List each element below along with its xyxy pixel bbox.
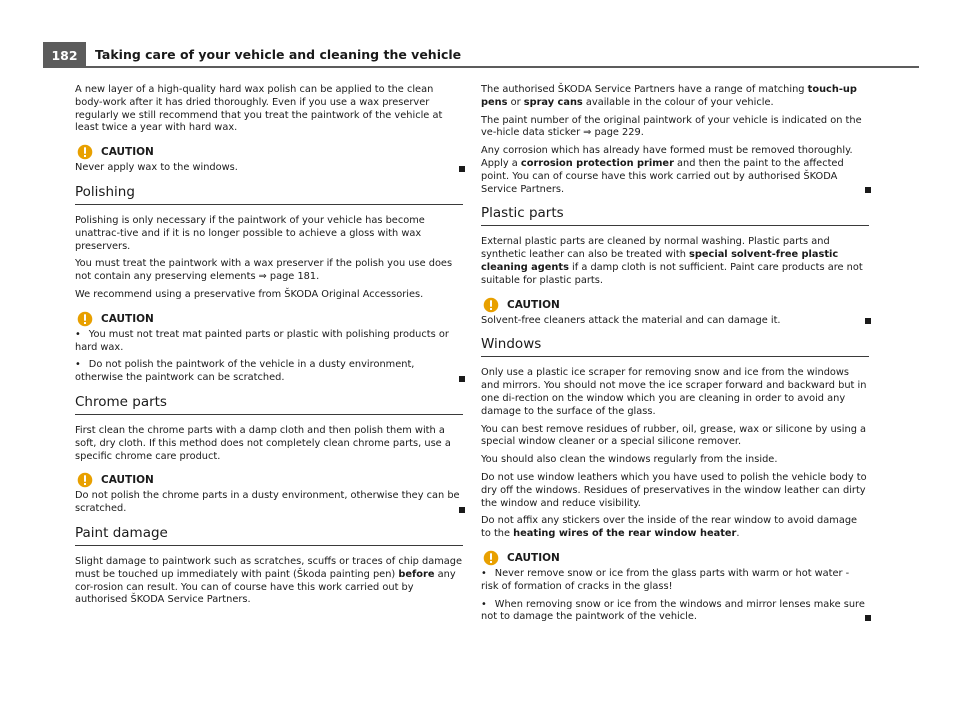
caution-bullet: • Never remove snow or ice from the glass parts with warm or hot water - risk of formation of cracks in the glass! (481, 567, 850, 592)
caution-icon (483, 550, 499, 566)
caution-icon (483, 297, 499, 313)
caution-icon (77, 472, 93, 488)
section-heading-polishing: Polishing (75, 184, 463, 205)
caution-label: CAUTION (507, 551, 560, 564)
section-heading-chrome-parts: Chrome parts (75, 394, 463, 415)
caution-label: CAUTION (507, 298, 560, 311)
caution-label: CAUTION (101, 146, 154, 159)
touchup-paragraph-2: The paint number of the original paintwork of your vehicle is indicated on the ve-hicle data sticker ⇒ page 229. (481, 114, 862, 139)
section-heading-plastic-parts: Plastic parts (481, 205, 869, 226)
caution-icon (77, 144, 93, 160)
section-heading-paint-damage: Paint damage (75, 525, 463, 546)
windows-paragraph-5: Do not affix any stickers over the inside of the rear window to avoid damage to the heating wires of the rear window heater. (481, 515, 858, 540)
caution-text: Do not polish the chrome parts in a dusty environment, otherwise they can be scratched. (75, 490, 463, 516)
caution-heading (481, 297, 869, 313)
page-number: 182 (43, 42, 86, 68)
windows-paragraph-4: Do not use window leathers which you have used to polish the vehicle body to dry off the windows. Residues of preservatives in the window leather can dirty the window and reduce visibility. (481, 471, 867, 509)
header-rule (86, 66, 919, 68)
wax-paragraph: A new layer of a high-quality hard wax polish can be applied to the clean body-work after it has dried thoroughly. Even if you use a wax preserver regularly we still recommend that you treat the paintwork of the vehicle at least twice a year with hard wax. (75, 84, 443, 134)
right-column (481, 84, 869, 629)
chrome-paragraph: First clean the chrome parts with a damp cloth and then polish them with a soft, dry cloth. If this method does not completely clean chrome parts, use a specific chrome care product. (75, 424, 451, 462)
caution-text: Never apply wax to the windows. (75, 162, 463, 175)
caution-text: Solvent-free cleaners attack the material and can damage it. (481, 315, 869, 328)
polishing-paragraph-1: Polishing is only necessary if the paintwork of your vehicle has become unattrac-tive and if it is no longer possible to achieve a gloss with wax preservers. (75, 214, 425, 252)
bullet-icon: • (75, 359, 81, 371)
polishing-paragraph-2: You must treat the paintwork with a wax preserver if the polish you use does not contain any preserving elements ⇒ page 181. (75, 258, 453, 283)
caution-bullet: • You must not treat mat painted parts or plastic with polishing products or hard wax. (75, 328, 449, 353)
bullet-icon: • (481, 598, 487, 610)
caution-heading (481, 550, 869, 566)
page-title: Taking care of your vehicle and cleaning the vehicle (95, 47, 462, 62)
bullet-icon: • (481, 567, 487, 579)
caution-label: CAUTION (101, 312, 154, 325)
bullet-icon: • (75, 328, 81, 340)
caution-heading (75, 472, 463, 488)
caution-bullet: • Do not polish the paintwork of the vehicle in a dusty environment, otherwise the paintwork can be scratched. (75, 359, 463, 385)
windows-paragraph-3: You should also clean the windows regularly from the inside. (481, 454, 778, 466)
polishing-paragraph-3: We recommend using a preservative from ŠKODA Original Accessories. (75, 288, 424, 300)
caution-heading (75, 144, 463, 160)
caution-heading (75, 311, 463, 327)
caution-label: CAUTION (101, 474, 154, 487)
section-heading-windows: Windows (481, 336, 869, 357)
windows-paragraph-2: You can best remove residues of rubber, oil, grease, wax or silicone by using a special window cleaner or a special silicone remover. (481, 423, 867, 448)
page-reference: ⇒ page 229. (583, 127, 644, 139)
page-reference: ⇒ page 181. (258, 271, 320, 283)
left-column (75, 84, 463, 612)
caution-bullet: • When removing snow or ice from the windows and mirror lenses make sure not to damage the paintwork of the vehicle. (481, 599, 869, 625)
page-header (0, 0, 960, 70)
caution-icon (77, 311, 93, 327)
touchup-paragraph-1: The authorised ŠKODA Service Partners have a range of matching touch-up pens or spray cans available in the colour of your vehicle. (481, 84, 857, 108)
touchup-paragraph-3: Any corrosion which has already have formed must be removed thoroughly. Apply a corrosion protection primer and then the paint to the affected point. You can of course have this work carried out by authorised ŠKODA Service Partners. (481, 145, 869, 196)
paint-damage-paragraph: Slight damage to paintwork such as scratches, scuffs or traces of chip damage must be touched up immediately with paint (Škoda painting pen) before any cor-rosion can result. You can of course have this work carried out by authorised ŠKODA Service Partners. (75, 555, 463, 606)
windows-paragraph-1: Only use a plastic ice scraper for removing snow and ice from the windows and mirrors. You should not move the ice scraper forward and backward but in one di-rection on the window which you are cleaning in order to avoid any damage to the surface of the glass. (481, 367, 867, 417)
plastic-paragraph: External plastic parts are cleaned by normal washing. Plastic parts and synthetic leather can also be treated with special solvent-free plastic cleaning agents if a damp cloth is not sufficient. Paint care products are not suitable for plastic parts. (481, 236, 863, 286)
